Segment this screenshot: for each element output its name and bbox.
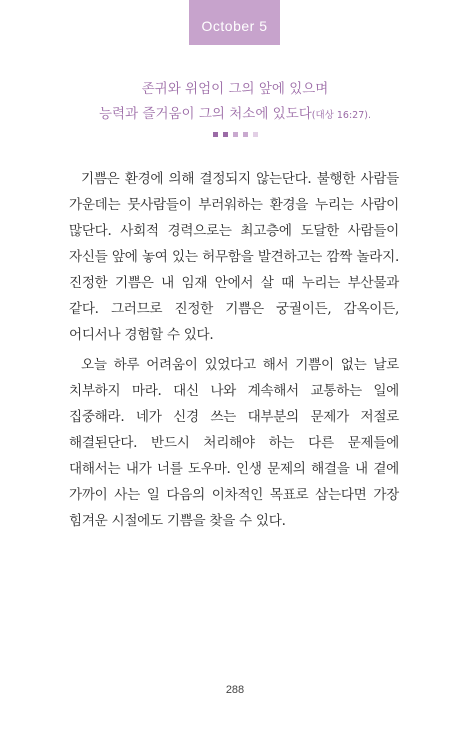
verse-line-2 xyxy=(0,102,470,128)
divider-dot xyxy=(233,132,238,137)
date-label: October 5 xyxy=(201,17,268,34)
divider-dot xyxy=(243,132,248,137)
page-number: 288 xyxy=(225,684,245,696)
scripture-verse xyxy=(0,77,470,128)
divider-dot xyxy=(213,132,218,137)
devotional-body xyxy=(69,166,399,538)
verse-reference: (대상 16:27). xyxy=(311,110,371,121)
verse-line-1: 존귀와 위엄이 그의 앞에 있으며 xyxy=(141,81,329,97)
divider-dot xyxy=(253,132,258,137)
divider-dots xyxy=(0,132,470,137)
date-tab xyxy=(189,0,280,45)
body-paragraph-2: 오늘 하루 어려움이 있었다고 해서 기쁨이 없는 날로 치부하지 마라. 대신 나와 계속해서 교통하는 일에 집중해라. 네가 신경 쓰는 대부분의 문제가 저절로 해결된단다. 반드시 처리해야 하는 다른 문제들에 대해서는 내가 너를 도우마. 인생 문제의 해결을 내 곁에 가까이 사는 일 다음의 이차적인 목표로 삼는다면 가장 힘겨운 시절에도 기쁨을 찾을 수 있다. xyxy=(69,357,399,529)
body-paragraph-1: 기쁨은 환경에 의해 결정되지 않는단다. 불행한 사람들 가운데는 뭇사람들이 부러워하는 환경을 누리는 사람이 많단다. 사회적 경력으로는 최고층에 도달한 사람들이 자신들 앞에 놓여 있는 허무함을 발견하고는 깜짝 놀라지. 진정한 기쁨은 내 임재 안에서 살 때 누리는 부산물과 같다. 그러므로 진정한 기쁨은 궁궐이든, 감옥이든, 어디서나 경험할 수 있다. xyxy=(69,171,399,343)
divider-dot xyxy=(223,132,228,137)
verse-line-2-text: 능력과 즐거움이 그의 처소에 있도다 xyxy=(99,106,312,122)
